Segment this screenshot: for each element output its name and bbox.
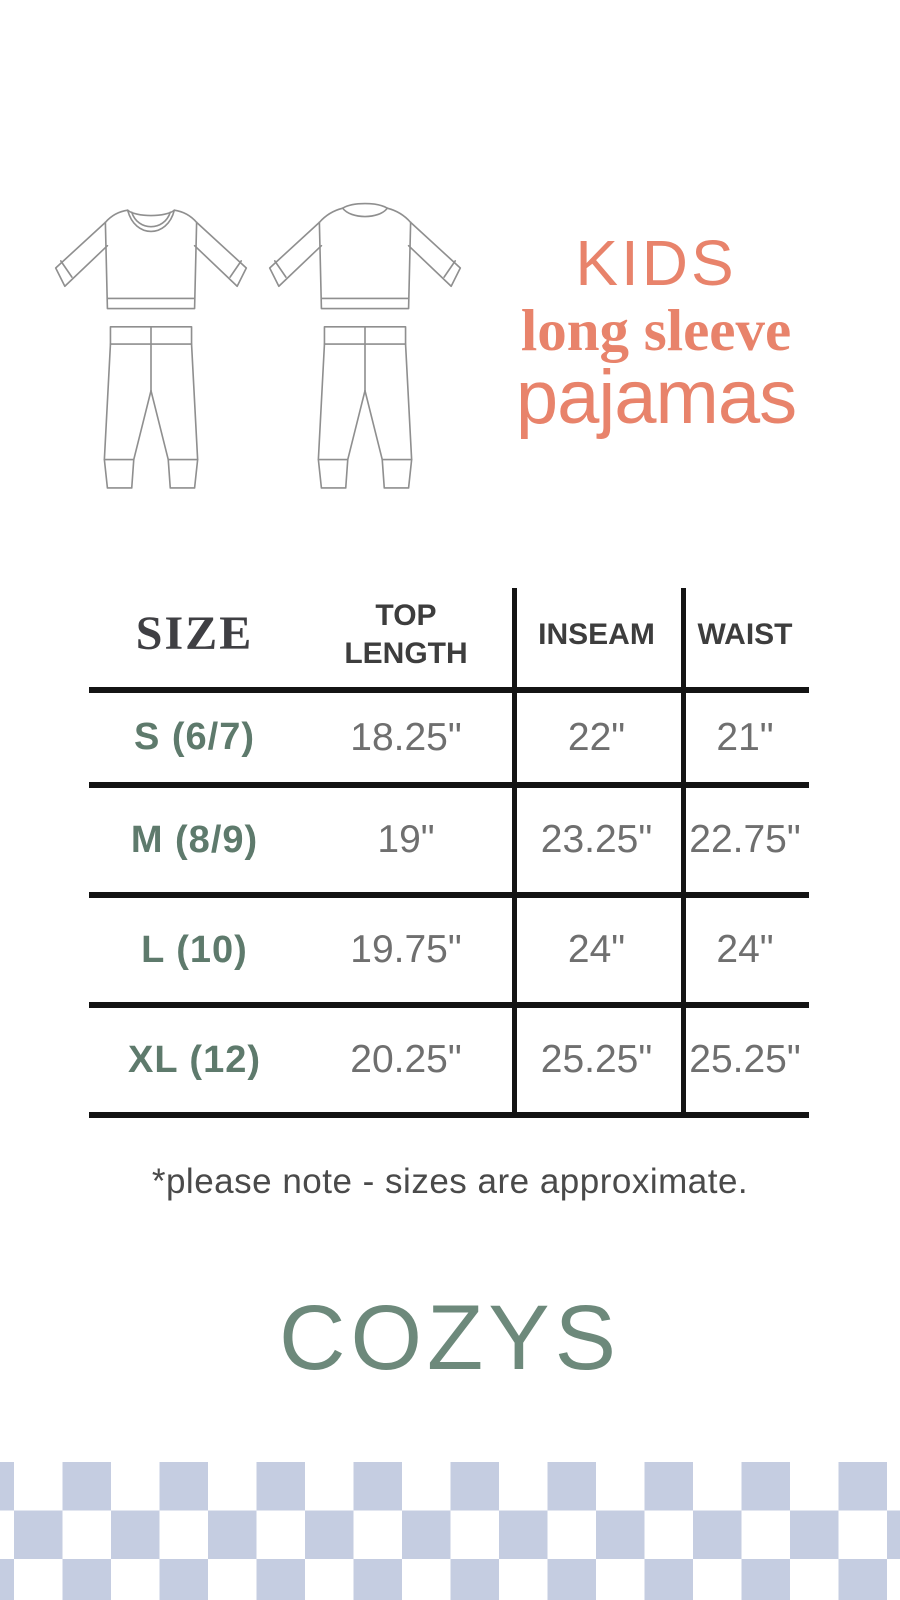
row-size-label: S (6/7) [133,716,256,758]
row-size-label: M (8/9) [130,818,259,861]
brand-logo: COZYS [279,1287,621,1389]
row-waist: 22.75" [689,818,801,861]
table-horizontal-line [89,1112,809,1118]
checkerboard-footer [0,1462,900,1600]
title-long-sleeve: long sleeve [520,297,792,363]
pajama-back-illustration [262,196,468,490]
size-chart-table [89,588,809,1120]
row-top-length: 20.25" [350,1038,462,1081]
table-vertical-line [512,588,517,1118]
row-waist: 25.25" [689,1038,801,1081]
header-top-length: TOP LENGTH [344,599,468,670]
row-top-length: 19" [377,818,435,861]
table-horizontal-line [89,892,809,898]
row-inseam: 25.25" [540,1038,653,1081]
header-size: SIZE [135,607,254,660]
row-size-label: L (10) [141,928,248,971]
table-horizontal-line [89,687,809,693]
header-inseam: INSEAM [538,617,655,651]
row-waist: 21" [716,715,774,759]
table-horizontal-line [89,782,809,788]
table-horizontal-line [89,1002,809,1008]
row-top-length: 19.75" [350,928,462,971]
row-inseam: 24" [567,928,626,971]
row-size-label: XL (12) [127,1038,261,1081]
row-waist: 24" [716,928,774,971]
header-waist: WAIST [697,617,793,651]
table-row [89,1008,809,1112]
row-inseam: 23.25" [540,818,653,861]
title-kids: KIDS [575,227,737,299]
pajama-front-illustration [48,196,254,490]
table-header-row [89,588,809,687]
table-row [89,788,809,892]
row-inseam: 22" [567,715,626,759]
row-top-length: 18.25" [350,715,462,759]
table-row [89,898,809,1002]
approximate-sizes-note: *please note - sizes are approximate. [151,1162,749,1201]
table-row [89,693,809,782]
title-pajamas: pajamas [515,355,797,440]
table-vertical-line [681,588,686,1118]
